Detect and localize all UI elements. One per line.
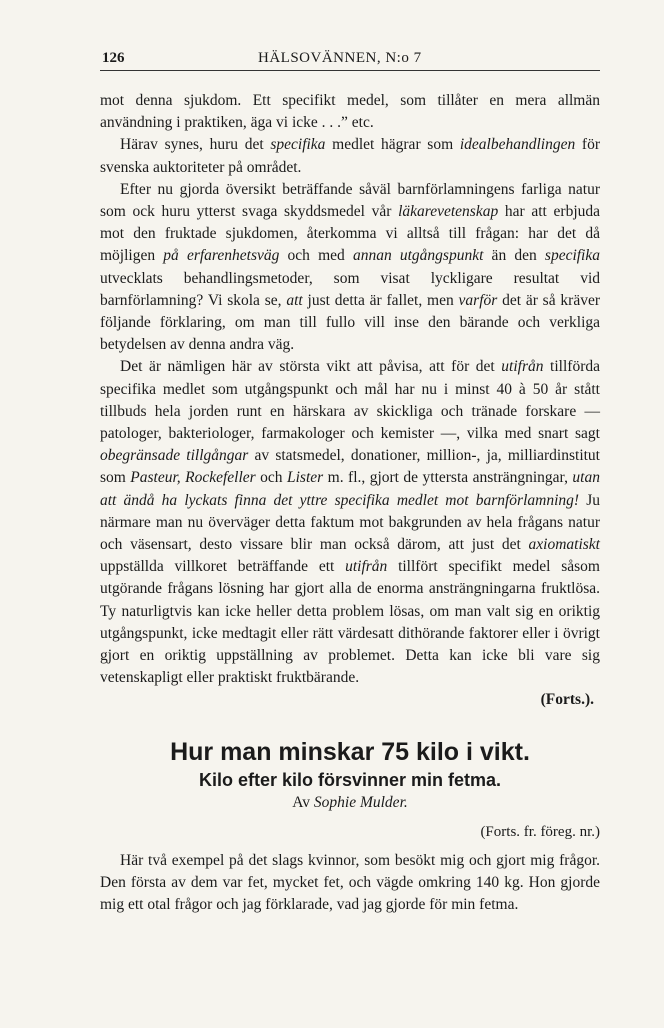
journal-title: HÄLSOVÄNNEN, N:o 7	[258, 50, 422, 66]
text-run: uppställda villkoret beträffande ett	[100, 558, 346, 576]
italic-text-run: specifika	[270, 136, 326, 154]
italic-text-run: att	[286, 291, 303, 309]
byline-prefix: Av	[292, 793, 314, 811]
text-run: och	[255, 469, 287, 487]
paragraph-3	[100, 179, 600, 357]
text-run: utvecklats behandlingsmetoder, som visat lyckligare resultat vid barnförlamning? Vi skola se,	[100, 269, 600, 309]
italic-text-run: läkarevetenskap	[398, 203, 499, 221]
text-run: och med	[279, 247, 353, 265]
italic-text-run: Lister	[287, 469, 324, 487]
text-run: har att erbjuda mot den fruktade sjukdomen, återkomma vi alltså till frågan: har det då möjligen	[100, 203, 601, 265]
continued-article-text	[100, 90, 600, 712]
article-subtitle: Kilo efter kilo försvinner min fetma.	[198, 769, 502, 790]
italic-text-run: specifika	[544, 247, 600, 265]
italic-text-run: annan utgångspunkt	[352, 247, 484, 265]
running-head	[100, 46, 600, 71]
text-run: tillfört specifikt medel såsom utgörande frågans lösning har gjort alla de enorma ansträngningarna fruktlösa. Ty naturligtvis kan icke heller detta problem lösas, om man valt sig en oriktig utgångspunkt, icke medtagit eller rätt värdesatt dithörande faktorer eller i övrigt gjort en oriktig uppställning av problemet. Detta kan icke bli vare sig vetenskapligt eller praktiskt fruktbärande.	[100, 558, 600, 687]
byline	[100, 792, 600, 814]
forts-label: (Forts.).	[540, 691, 594, 709]
italic-text-run: varför	[458, 291, 498, 309]
text-run: det är så kräver följande förklaring, om man till fullo vill inse den bärande och verkliga betydelsen av denna andra väg.	[100, 291, 600, 354]
italic-text-run: obegränsade tillgångar	[100, 447, 249, 465]
text-run: Ju närmare man nu överväger detta faktum mot bakgrunden av hela frågans natur och väsensart, desto vissare blir man också därom, att just det	[100, 491, 600, 554]
paragraph-4	[100, 356, 600, 689]
text-run: tillförda specifika medlet som utgångspunkt och mål har nu i minst 40 à 50 år stått tillbuds hela jorden runt en härskara av skickliga och tränade forskare — patologer, bakteriologer, farmakologer och kemister —, vilka med snart sagt	[100, 358, 600, 443]
italic-text-run: utifrån	[345, 558, 388, 576]
author-name: Sophie Mulder.	[313, 793, 408, 811]
text-run: m. fl., gjort de yttersta ansträngningar,	[323, 469, 573, 487]
italic-text-run: utifrån	[501, 358, 544, 376]
text-run: Efter nu gjorda översikt beträffande såväl barnförlamningens farliga natur som ock huru ytterst svaga skyddsmedel vår	[100, 180, 600, 221]
text-run: medlet hägrar som	[325, 136, 460, 154]
page-number: 126	[102, 50, 125, 66]
continued-note: (Forts. fr. föreg. nr.)	[480, 823, 600, 840]
text-run: Det är nämligen här av största vikt att påvisa, att för det	[120, 358, 502, 376]
paragraph-1	[100, 90, 600, 134]
text-run: av statsmedel, donationer, million-, ja, milliardinstitut som	[100, 447, 600, 487]
paragraph-2	[100, 134, 600, 178]
text-run: än den	[483, 247, 545, 265]
journal-page	[100, 46, 600, 916]
italic-text-run: på erfarenhetsväg	[163, 247, 280, 265]
italic-text-run: Pasteur, Rockefeller	[130, 469, 256, 487]
italic-text-run: axiomatiskt	[528, 536, 600, 554]
text-run: just detta är fallet, men	[302, 291, 459, 309]
article-title: Hur man minskar 75 kilo i vikt.	[170, 737, 530, 766]
italic-text-run: utan att ändå ha lyckats finna det yttre specifika medlet mot barnförlamning!	[100, 469, 600, 509]
text-run: mot denna sjukdom. Ett specifikt medel, som tillåter en mera allmän användning i praktiken, äga vi icke . . .” etc.	[100, 92, 600, 132]
last-paragraph-row	[100, 356, 600, 689]
text-run: för svenska auktoriteter på området.	[100, 136, 600, 176]
article-body	[100, 850, 600, 917]
text-run: Härav synes, huru det	[120, 136, 271, 154]
article-paragraph: Här två exempel på det slags kvinnor, som besökt mig och gjort mig frågor. Den första av dem var fet, mycket fet, och vägde omkring 140 kg. Hon gjorde mig ett otal frågor och jag förklarade, vad jag gjorde för min fetma.	[100, 851, 600, 914]
italic-text-run: idealbehandlingen	[459, 136, 576, 154]
